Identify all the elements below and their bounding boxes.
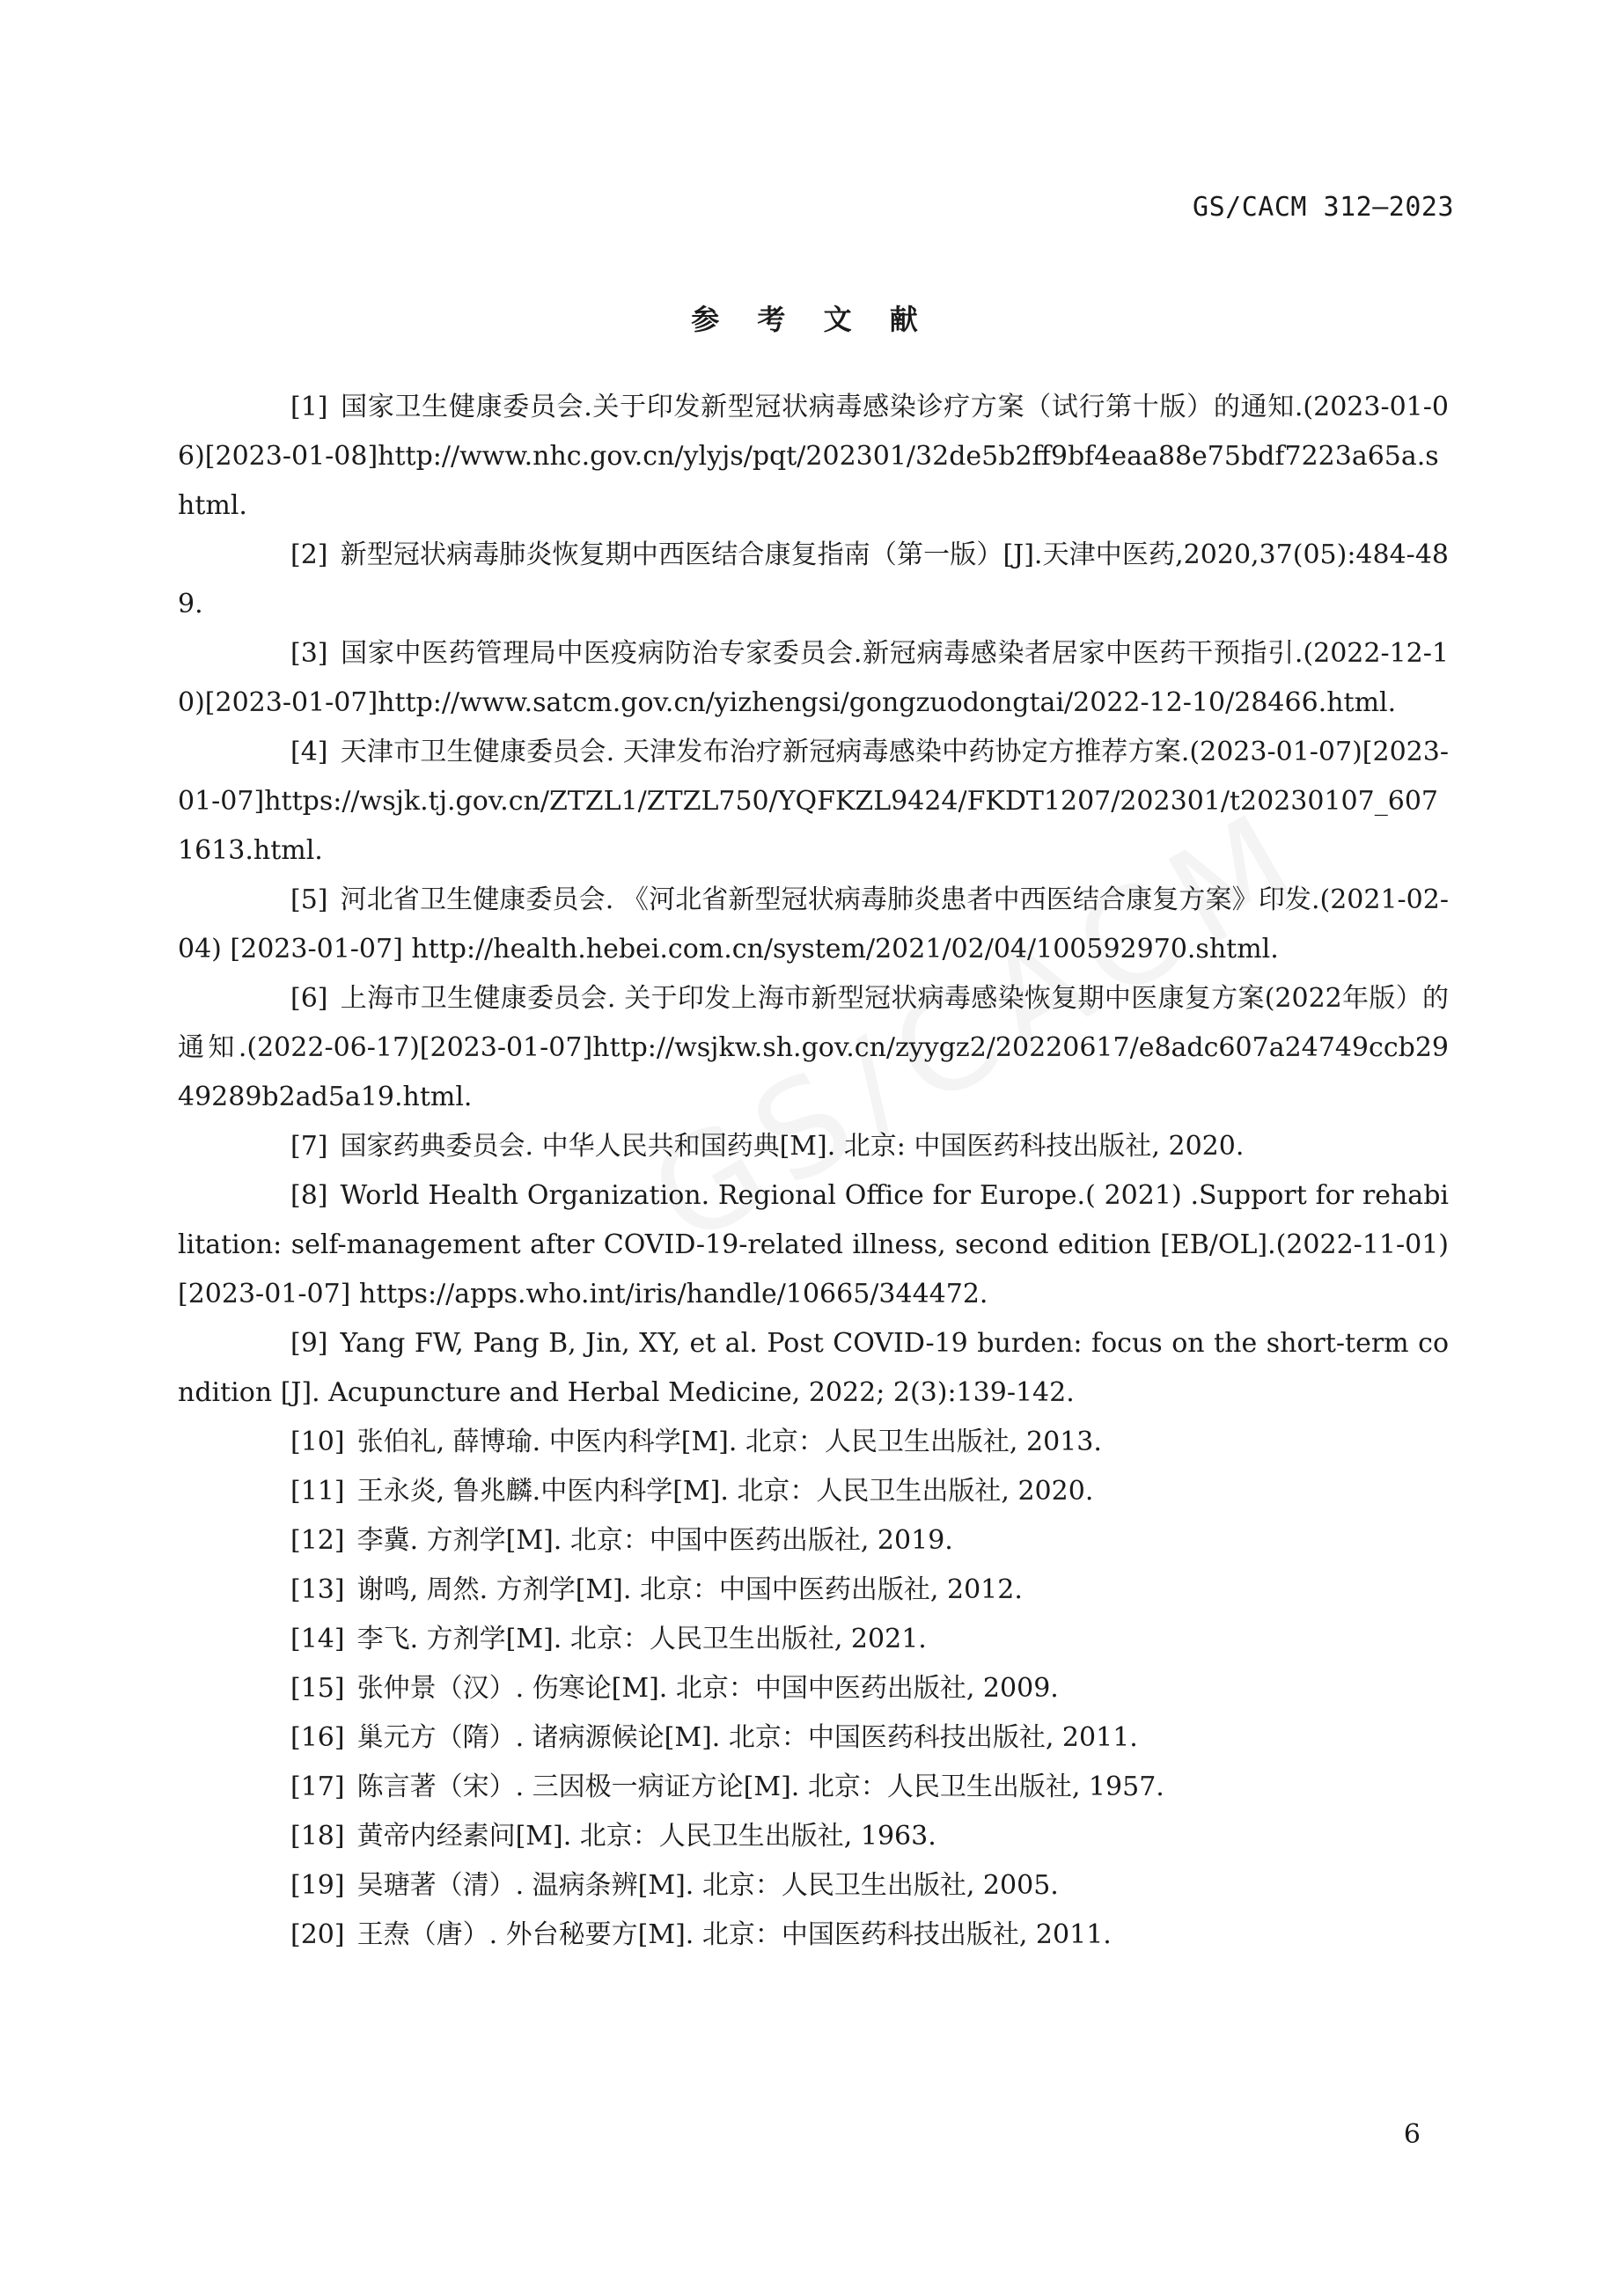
- reference-item: [178, 1122, 1449, 1171]
- reference-text: 陈言著（宋）. 三因极一病证方论[M]. 北京：人民卫生出版社, 1957.: [356, 1772, 1164, 1802]
- reference-number: [20]: [290, 1919, 345, 1950]
- reference-item: [178, 1861, 1449, 1911]
- reference-text: 谢鸣, 周然. 方剂学[M]. 北京：中国中医药出版社, 2012.: [356, 1574, 1023, 1605]
- reference-item: [178, 1812, 1449, 1861]
- standard-code: GS/CACM 312—2023: [1193, 192, 1454, 223]
- reference-text: 上海市卫生健康委员会. 关于印发上海市新型冠状病毒感染恢复期中医康复方案(2022年版）的通知.(2022-06-17)[2023-01-07]http://wsjkw.sh.gov.cn/zyygz2/20220617/e8adc607a24749ccb2949289b2ad5a19.html.: [178, 983, 1449, 1112]
- reference-item: [178, 531, 1449, 629]
- reference-number: [4]: [290, 737, 328, 767]
- reference-number: [3]: [290, 638, 328, 669]
- reference-text: 国家中医药管理局中医疫病防治专家委员会.新冠病毒感染者居家中医药干预指引.(2022-12-10)[2023-01-07]http://www.satcm.gov.cn/yizhengsi/gongzuodongtai/2022-12-10/28466.html.: [178, 638, 1449, 718]
- page-title: 参 考 文 献: [691, 303, 932, 336]
- reference-number: [18]: [290, 1821, 345, 1852]
- reference-item: [178, 1763, 1449, 1812]
- reference-item: [178, 1171, 1449, 1319]
- reference-item: [178, 876, 1449, 974]
- reference-number: [6]: [290, 983, 328, 1014]
- reference-item: [178, 1319, 1449, 1418]
- reference-number: [12]: [290, 1525, 345, 1556]
- reference-item: [178, 974, 1449, 1122]
- reference-text: 黄帝内经素问[M]. 北京：人民卫生出版社, 1963.: [356, 1821, 936, 1852]
- reference-text: 天津市卫生健康委员会. 天津发布治疗新冠病毒感染中药协定方推荐方案.(2023-01-07)[2023-01-07]https://wsjk.tj.gov.cn/ZTZL1/ZTZL750/YQFKZL9424/FKDT1207/202301/t20230107_6071613.html.: [178, 737, 1449, 866]
- reference-number: [8]: [290, 1180, 328, 1211]
- reference-number: [15]: [290, 1673, 345, 1704]
- reference-item: [178, 1418, 1449, 1467]
- reference-item: [178, 383, 1449, 531]
- reference-number: [16]: [290, 1722, 345, 1753]
- reference-text: 吴瑭著（清）. 温病条辨[M]. 北京：人民卫生出版社, 2005.: [356, 1870, 1059, 1901]
- reference-item: [178, 1911, 1449, 1960]
- reference-item: [178, 1516, 1449, 1566]
- page-number: 6: [1403, 2119, 1421, 2150]
- reference-number: [19]: [290, 1870, 345, 1901]
- reference-number: [1]: [290, 392, 328, 422]
- reference-text: 河北省卫生健康委员会. 《河北省新型冠状病毒肺炎患者中西医结合康复方案》印发.(2021-02-04) [2023-01-07] http://health.hebei.com.cn/system/2021/02/04/100592970.shtml.: [178, 884, 1449, 965]
- reference-list: [178, 383, 1449, 1960]
- reference-item: [178, 1664, 1449, 1713]
- reference-text: 新型冠状病毒肺炎恢复期中西医结合康复指南（第一版）[J].天津中医药,2020,37(05):484-489.: [178, 539, 1449, 620]
- reference-item: [178, 1615, 1449, 1664]
- reference-number: [13]: [290, 1574, 345, 1605]
- reference-text: 张仲景（汉）. 伤寒论[M]. 北京：中国中医药出版社, 2009.: [356, 1673, 1059, 1704]
- reference-number: [11]: [290, 1476, 345, 1507]
- reference-item: [178, 1566, 1449, 1615]
- reference-number: [7]: [290, 1131, 328, 1162]
- reference-number: [5]: [290, 884, 328, 915]
- reference-text: 国家药典委员会. 中华人民共和国药典[M]. 北京: 中国医药科技出版社, 2020.: [340, 1131, 1245, 1162]
- reference-item: [178, 1713, 1449, 1763]
- reference-text: 王焘（唐）. 外台秘要方[M]. 北京：中国医药科技出版社, 2011.: [356, 1919, 1112, 1950]
- reference-number: [2]: [290, 539, 328, 570]
- reference-item: [178, 728, 1449, 876]
- reference-number: [17]: [290, 1772, 345, 1802]
- reference-text: 巢元方（隋）. 诸病源候论[M]. 北京：中国医药科技出版社, 2011.: [356, 1722, 1138, 1753]
- reference-item: [178, 629, 1449, 728]
- reference-number: [14]: [290, 1624, 345, 1654]
- reference-text: 李冀. 方剂学[M]. 北京：中国中医药出版社, 2019.: [356, 1525, 953, 1556]
- reference-text: World Health Organization. Regional Office for Europe.( 2021) .Support for rehabilitation: self-management after COVID-19-related illness, second edition [EB/OL].(2022-11-01) [2023-01-07] https://apps.who.int/iris/handle/10665/344472.: [178, 1180, 1449, 1309]
- reference-text: 国家卫生健康委员会.关于印发新型冠状病毒感染诊疗方案（试行第十版）的通知.(2023-01-06)[2023-01-08]http://www.nhc.gov.cn/ylyjs/pqt/202301/32de5b2ff9bf4eaa88e75bdf7223a65a.shtml.: [178, 392, 1449, 521]
- reference-text: 李飞. 方剂学[M]. 北京：人民卫生出版社, 2021.: [356, 1624, 927, 1654]
- reference-text: 王永炎, 鲁兆麟.中医内科学[M]. 北京：人民卫生出版社, 2020.: [356, 1476, 1094, 1507]
- reference-item: [178, 1467, 1449, 1516]
- reference-text: Yang FW, Pang B, Jin, XY, et al. Post COVID-19 burden: focus on the short-term condition [J]. Acupuncture and Herbal Medicine, 2022; 2(3):139-142.: [178, 1328, 1449, 1408]
- reference-number: [10]: [290, 1427, 345, 1457]
- reference-number: [9]: [290, 1328, 328, 1359]
- reference-text: 张伯礼, 薛博瑜. 中医内科学[M]. 北京：人民卫生出版社, 2013.: [356, 1427, 1102, 1457]
